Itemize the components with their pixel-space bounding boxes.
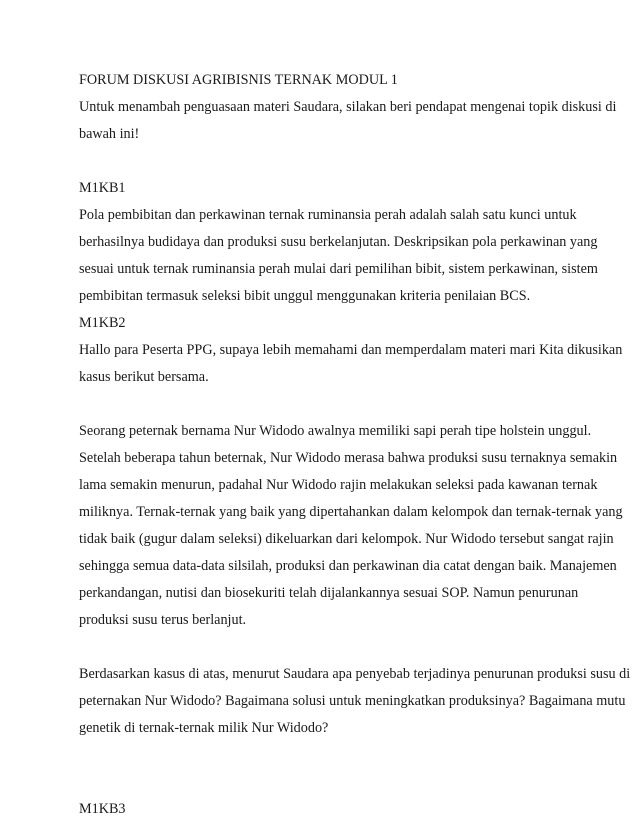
m1kb2-case-line: lama semakin menurun, padahal Nur Widodo rajin melakukan seleksi pada kawanan ternak (79, 477, 598, 493)
m1kb2-case-line: Setelah beberapa tahun beternak, Nur Widodo merasa bahwa produksi susu ternaknya semakin (79, 450, 618, 466)
m1kb2-case-line: tidak baik (gugur dalam seleksi) dikeluarkan dari kelompok. Nur Widodo tersebut sangat rajin (79, 531, 614, 547)
m1kb1-paragraph-line: pembibitan termasuk seleksi bibit unggul menggunakan kriteria penilaian BCS. (79, 288, 531, 304)
intro-line-2: bawah ini! (79, 126, 140, 142)
section-heading-m1kb2: M1KB2 (79, 315, 126, 331)
m1kb2-case-line: miliknya. Ternak-ternak yang baik yang dipertahankan dalam kelompok dan ternak-ternak yang (79, 504, 623, 520)
m1kb1-paragraph-line: berhasilnya budidaya dan produksi susu berkelanjutan. Deskripsikan pola perkawinan yang (79, 234, 598, 250)
m1kb2-case-line: Seorang peternak bernama Nur Widodo awalnya memiliki sapi perah tipe holstein unggul. (79, 423, 592, 439)
m1kb2-question-line: peternakan Nur Widodo? Bagaimana solusi untuk meningkatkan produksinya? Bagaimana mutu (79, 693, 626, 709)
m1kb2-paragraph-line: Hallo para Peserta PPG, supaya lebih memahami dan memperdalam materi mari Kita dikusikan (79, 342, 623, 358)
m1kb2-case-line: sehingga semua data-data silsilah, produksi dan perkawinan dia catat dengan baik. Manajemen (79, 558, 617, 574)
m1kb2-question-line: genetik di ternak-ternak milik Nur Widodo? (79, 720, 329, 736)
document-title: FORUM DISKUSI AGRIBISNIS TERNAK MODUL 1 (79, 72, 398, 88)
m1kb2-paragraph-line: kasus berikut bersama. (79, 369, 209, 385)
m1kb2-question-line: Berdasarkan kasus di atas, menurut Saudara apa penyebab terjadinya penurunan produksi susu di (79, 666, 631, 682)
section-heading-m1kb1: M1KB1 (79, 180, 126, 196)
m1kb2-case-line: perkandangan, nutisi dan biosekuriti telah dijalankannya sesuai SOP. Namun penurunan (79, 585, 579, 601)
intro-line-1: Untuk menambah penguasaan materi Saudara, silakan beri pendapat mengenai topik diskusi di (79, 99, 617, 115)
section-heading-m1kb3: M1KB3 (79, 801, 126, 817)
m1kb1-paragraph-line: sesuai untuk ternak ruminansia perah mulai dari pemilihan bibit, sistem perkawinan, sistem (79, 261, 598, 277)
m1kb1-paragraph-line: Pola pembibitan dan perkawinan ternak ruminansia perah adalah salah satu kunci untuk (79, 207, 577, 223)
m1kb2-case-line: produksi susu terus berlanjut. (79, 612, 247, 628)
